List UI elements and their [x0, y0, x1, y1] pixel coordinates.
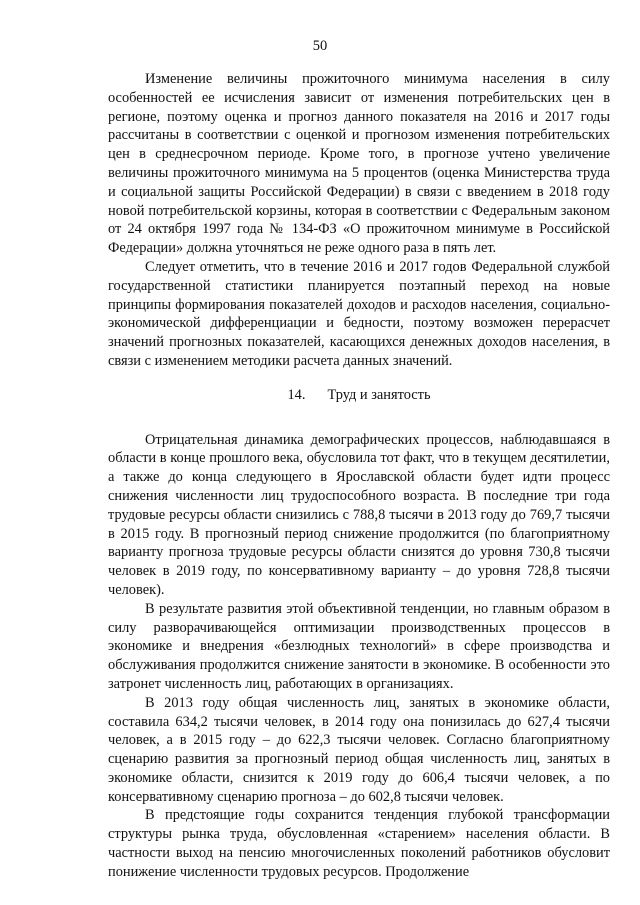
document-body: [108, 70, 610, 882]
paragraph-employment-decline: В результате развития этой объективной тенденции, но главным образом в силу разворачивающейся оптимизации производственных процессов в экономике и внедрения «безлюдных технологий» в сфере производства и обслуживания продолжится снижение занятости в экономике. В особенности это затронет численность лиц, работающих в организациях.: [108, 600, 610, 692]
paragraph-statistics-transition: Следует отметить, что в течение 2016 и 2017 годов Федеральной службой государственной статистики планируется поэтапный переход на новые принципы формирования показателей доходов и расходов населения, социально-экономической дифференциации и бедности, поэтому возможен перерасчет значений прогнозных показателей, касающихся денежных доходов населения, в связи с изменением методики расчета данных значений.: [108, 258, 610, 369]
paragraph-employment-figures: В 2013 году общая численность лиц, занятых в экономике области, составила 634,2 тысячи человек, в 2014 году она понизилась до 627,4 тысячи человек, а в 2015 году – до 622,3 тысячи человек. Согласно благоприятному сценарию развития за прогнозный период общая численность лиц, занятых в экономике области, снизится к 2019 году до 606,4 тысячи человек, а по консервативному сценарию прогноза – до 602,8 тысячи человек.: [108, 694, 610, 805]
paragraph-living-wage: Изменение величины прожиточного минимума населения в силу особенностей ее исчисления зависит от изменения потребительских цен в регионе, поэтому оценка и прогноз данного показателя на 2016 и 2017 годы рассчитаны в соответствии с оценкой и прогнозом изменения потребительских цен в среднесрочном периоде. Кроме того, в прогнозе учтено увеличение величины прожиточного минимума на 5 процентов (оценка Министерства труда и социальной защиты Российской Федерации) в связи с введением в 2018 году новой потребительской корзины, которая в соответствии с Федеральным законом от 24 октября 1997 года № 134-ФЗ «О прожиточном минимуме в Российской Федерации» должна уточняться не реже одного раза в пять лет.: [108, 71, 610, 257]
paragraph-demographics: Отрицательная динамика демографических процессов, наблюдавшаяся в области в конце прошлого века, обусловила тот факт, что в текущем десятилетии, а также до конца следующего в Ярославской области будет идти процесс снижения численности лиц трудоспособного возраста. В последние три года трудовые ресурсы области снизились с 788,8 тысячи в 2013 году до 769,7 тысячи в 2015 году. В прогнозный период снижение продолжится (по благоприятному варианту прогноза трудовые ресурсы области снизятся до уровня 730,8 тысячи человек в 2019 году, по консервативному варианту – до уровня 728,8 тысячи человек).: [108, 431, 610, 598]
section-number: 14.: [287, 386, 306, 403]
paragraph-labor-market-structure: В предстоящие годы сохранится тенденция глубокой трансформации структуры рынка труда, обусловленная «старением» населения области. В частности выход на пенсию многочисленных поколений работников обусловит понижение численности трудовых ресурсов. Продолжение: [108, 807, 610, 880]
page-number: 50: [312, 38, 328, 54]
section-heading: [108, 386, 610, 405]
section-title: Труд и занятость: [327, 386, 431, 403]
